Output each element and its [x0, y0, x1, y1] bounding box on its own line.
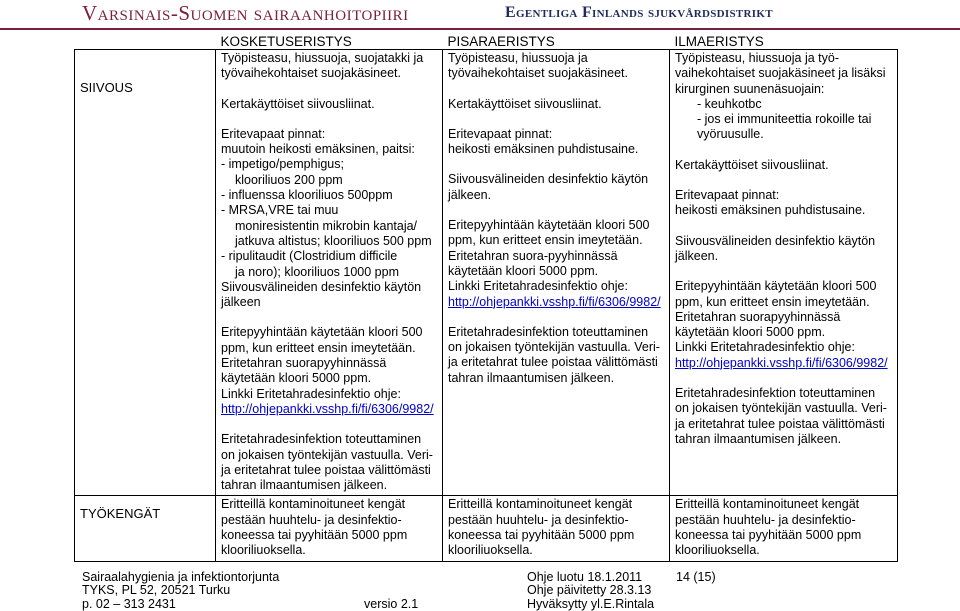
footer-address: TYKS, PL 52, 20521 Turku — [82, 583, 231, 598]
isolation-table — [74, 34, 898, 562]
cell-text-line: Eritevapaat pinnat: — [448, 126, 553, 141]
page-footer — [82, 571, 902, 611]
guideline-link[interactable]: http://ohjepankki.vsshp.fi/fi/6306/9982/ — [448, 294, 661, 309]
cell-text-line: Kertakäyttöiset siivousliinat. — [675, 157, 829, 172]
blank-line — [675, 143, 892, 158]
blank-line — [675, 219, 892, 234]
blank-line — [221, 112, 437, 127]
blank-line — [221, 82, 437, 97]
cell-text-line: - MRSA,VRE tai muu — [221, 203, 339, 218]
blank-line — [448, 82, 664, 97]
cell-text-line: Linkki Eritetahradesinfektio ohje: — [448, 279, 628, 294]
cell-text-line: vyöruusulle. — [697, 127, 764, 142]
cell-text-line: ja noro); klooriliuos 1000 ppm — [235, 264, 399, 279]
cell-text-line: Siivousvälineiden desinfektio käytön — [221, 279, 422, 294]
blank-line — [448, 112, 664, 127]
cell-text-line: ja eritetahrat tulee poistaa välittömästi — [675, 416, 885, 431]
cell-text-line: jatkuva altistus; klooriliuos 500 ppm — [235, 233, 432, 248]
cell-text-line: heikosti emäksinen puhdistusaine. — [675, 203, 866, 218]
cell-text-line: tahran ilmaantumisen jälkeen. — [448, 370, 615, 385]
cell-text-line: koneessa tai pyyhitään 5000 ppm — [448, 528, 635, 543]
cell-text-line: Eritetahran suorapyyhinnässä — [221, 356, 387, 371]
cell-text-line: muutoin heikosti emäksinen, paitsi: — [221, 142, 415, 157]
footer-page: 14 (15) — [676, 570, 716, 584]
cell-text-line: Eritevapaat pinnat: — [675, 188, 780, 203]
blank-line — [221, 310, 437, 325]
cell-text-line: jälkeen. — [448, 187, 492, 202]
cell-text-line: tahran ilmaantumisen jälkeen. — [221, 478, 388, 493]
cell-text-line: on jokaisen työntekijän vastuulla. Veri- — [448, 340, 660, 355]
cell-text-line: Eritevapaat pinnat: — [221, 126, 326, 141]
header-divider — [0, 28, 960, 30]
cell-text-line: Kertakäyttöiset siivousliinat. — [221, 96, 375, 111]
corner-cell — [75, 34, 216, 50]
cell-shoes-droplet — [443, 496, 670, 561]
cell-text-line: Linkki Eritetahradesinfektio ohje: — [221, 386, 401, 401]
blank-line — [448, 310, 664, 325]
cell-cleaning-droplet — [443, 50, 670, 496]
cell-text-line: klooriliuos 200 ppm — [235, 172, 343, 187]
cell-text-line: on jokaisen työntekijän vastuulla. Veri- — [221, 447, 433, 462]
footer-version: versio 2.1 — [364, 596, 419, 611]
col-header-droplet: PISARAERISTYS — [443, 34, 670, 50]
blank-line — [675, 173, 892, 188]
cell-text-line: Eritepyyhintään käytetään kloori 500 — [448, 218, 650, 233]
row-label-work-shoes: TYÖKENGÄT — [75, 496, 216, 561]
cell-text-line: on jokaisen työntekijän vastuulla. Veri- — [675, 401, 887, 416]
blank-line — [675, 264, 892, 279]
col-header-contact: KOSKETUSERISTYS — [216, 34, 443, 50]
cell-text-line: - influenssa klooriliuos 500ppm — [221, 188, 393, 203]
cell-text-line: Eritetahran suorapyyhinnässä — [675, 309, 841, 324]
cell-text-line: Eritetahradesinfektion toteuttaminen — [675, 386, 876, 401]
cell-cleaning-airborne — [670, 50, 898, 496]
guideline-link[interactable]: http://ohjepankki.vsshp.fi/fi/6306/9982/ — [221, 401, 434, 416]
cell-text-line: ja eritetahrat tulee poistaa välittömästi — [221, 462, 431, 477]
cell-text-line: koneessa tai pyyhitään 5000 ppm — [221, 528, 408, 543]
blank-line — [448, 203, 664, 218]
guideline-link[interactable]: http://ohjepankki.vsshp.fi/fi/6306/9982/ — [675, 355, 888, 370]
footer-approved: Hyväksytty yl.E.Rintala — [527, 596, 655, 611]
cell-text-line: pestään huuhtelu- ja desinfektio- — [448, 512, 629, 527]
cell-text-line: jälkeen — [221, 295, 261, 310]
row-label-cleaning: SIIVOUS — [75, 50, 216, 496]
cell-text-line: pestään huuhtelu- ja desinfektio- — [675, 512, 856, 527]
cell-text-line: koneessa tai pyyhitään 5000 ppm — [675, 528, 862, 543]
cell-text-line: ppm, kun eritteet ensin imeytetään. — [448, 233, 643, 248]
cell-text-line: työvaihekohtaiset suojakäsineet. — [448, 66, 628, 81]
cell-text-line: Siivousvälineiden desinfektio käytön — [675, 233, 876, 248]
header-right-title: Egentliga Finlands sjukvårdsdistrikt — [505, 4, 773, 21]
cell-text-line: moniresistentin mikrobin kantaja/ — [235, 218, 418, 233]
cell-text-line: ppm, kun eritteet ensin imeytetään. — [675, 294, 870, 309]
header-left-title: Varsinais-Suomen sairaanhoitopiiri — [82, 1, 409, 25]
cell-text-line: Siivousvälineiden desinfektio käytön — [448, 172, 649, 187]
cell-text-line: Eritetahradesinfektion toteuttaminen — [221, 432, 422, 447]
cell-shoes-airborne — [670, 496, 898, 561]
cell-text-line: käytetään kloori 5000 ppm. — [221, 371, 372, 386]
table-header-row — [75, 34, 898, 50]
footer-updated: Ohje päivitetty 28.3.13 — [527, 583, 652, 598]
cell-text-line: käytetään kloori 5000 ppm. — [448, 263, 599, 278]
cell-text-line: vaihekohtaiset suojakäsineet ja lisäksi — [675, 66, 886, 81]
cell-text-line: klooriliuoksella. — [675, 543, 760, 558]
cell-shoes-contact — [216, 496, 443, 561]
footer-issued: Ohje luotu 18.1.2011 — [527, 570, 643, 584]
cell-text-line: Linkki Eritetahradesinfektio ohje: — [675, 340, 855, 355]
table-row — [75, 496, 898, 561]
cell-text-line: työvaihekohtaiset suojakäsineet. — [221, 66, 401, 81]
blank-line — [448, 157, 664, 172]
cell-text-line: - ripulitaudit (Clostridium difficile — [221, 249, 398, 264]
cell-text-line: pestään huuhtelu- ja desinfektio- — [221, 512, 402, 527]
cell-text-line: Työpisteasu, hiussuoja ja — [448, 51, 588, 65]
footer-org: Sairaalahygienia ja infektiontorjunta — [82, 570, 280, 584]
page-header — [0, 0, 960, 26]
cell-text-line: jälkeen. — [675, 248, 719, 263]
cell-text-line: Eritteillä kontaminoituneet kengät — [675, 497, 860, 512]
cell-text-line: Eritetahran suora-pyyhinnässä — [448, 248, 618, 263]
cell-text-line: heikosti emäksinen puhdistusaine. — [448, 142, 639, 157]
cell-text-line: ppm, kun eritteet ensin imeytetään. — [221, 340, 416, 355]
cell-text-line: - impetigo/pemphigus; — [221, 157, 344, 172]
cell-text-line: klooriliuoksella. — [221, 543, 306, 558]
cell-text-line: Eritepyyhintään käytetään kloori 500 — [675, 279, 877, 294]
blank-line — [675, 371, 892, 386]
cell-text-line: käytetään kloori 5000 ppm. — [675, 325, 826, 340]
table-row — [75, 50, 898, 496]
col-header-airborne: ILMAERISTYS — [670, 34, 898, 50]
footer-phone: p. 02 – 313 2431 — [82, 596, 176, 611]
cell-text-line: Kertakäyttöiset siivousliinat. — [448, 96, 602, 111]
blank-line — [221, 417, 437, 432]
cell-text-line: Työpisteasu, hiussuoja, suojatakki ja — [221, 51, 424, 65]
cell-text-line: ja eritetahrat tulee poistaa välittömästi — [448, 355, 658, 370]
cell-cleaning-contact — [216, 50, 443, 496]
cell-text-line: Eritteillä kontaminoituneet kengät — [221, 497, 406, 512]
cell-text-line: tahran ilmaantumisen jälkeen. — [675, 431, 842, 446]
cell-text-line: Eritetahradesinfektion toteuttaminen — [448, 324, 649, 339]
cell-text-line: Eritteillä kontaminoituneet kengät — [448, 497, 633, 512]
cell-text-line: Eritepyyhintään käytetään kloori 500 — [221, 325, 423, 340]
cell-text-line: - keuhkotbc — [697, 96, 762, 111]
cell-text-line: kirurginen suunenäsuojain: — [675, 81, 825, 96]
cell-text-line: klooriliuoksella. — [448, 543, 533, 558]
cell-text-line: - jos ei immuniteettia rokoille tai — [697, 112, 872, 127]
cell-text-line: Työpisteasu, hiussuoja ja työ- — [675, 51, 839, 65]
